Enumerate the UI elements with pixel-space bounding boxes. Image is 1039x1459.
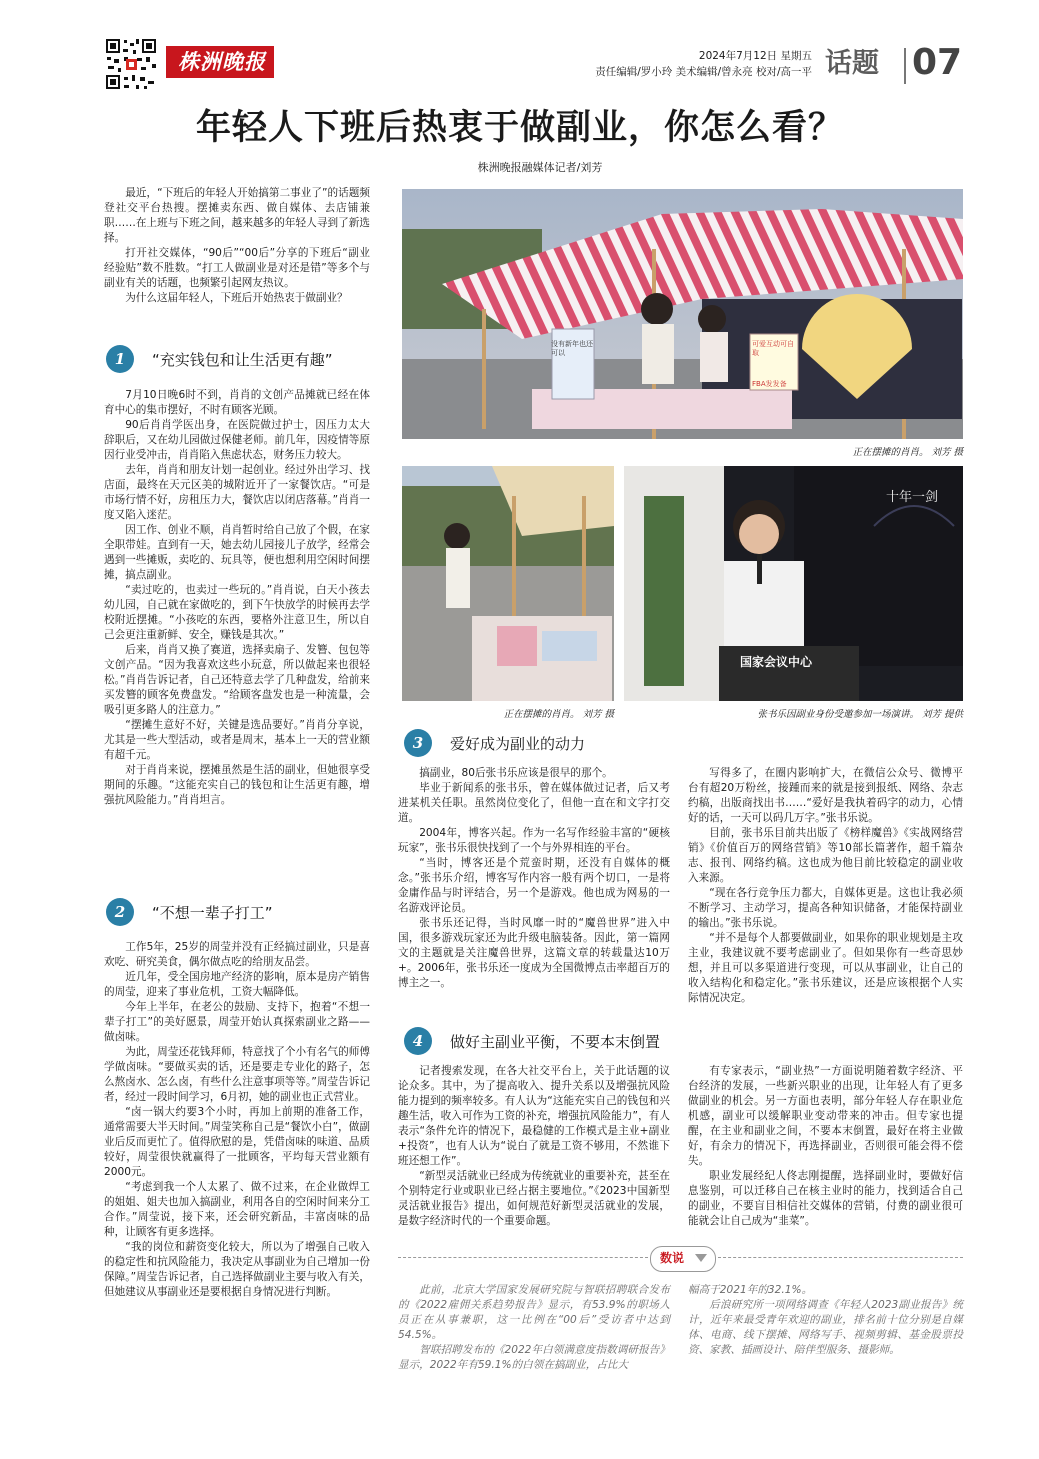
section-1-paragraph: 后来，肖肖又换了赛道，选择卖扇子、发簪、包包等文创产品。“因为我喜欢这些小玩意，所以做起来也很轻松。”肖肖告诉记者，自己还特意去学了几种盘发，给前来买发簪的顾客免费盘发。“给顾客盘发也是一种流量，会吸引更多路人的注意力。” <box>104 644 370 716</box>
section-1-paragraph: 去年，肖肖和朋友计划一起创业。经过外出学习、找店面，最终在天元区美的城附近开了一家餐饮店。“可是市场行情不好，房租压力大，餐饮店以闭店落幕。”肖肖一度又陷入迷茫。 <box>104 464 370 521</box>
section-2-paragraph: “考虑到我一个人太累了、做不过来，在企业做焊工的姐姐、姐夫也加入搞副业，利用各自的空闲时间来分工合作。”周莹说，接下来，还会研究新品，丰富卤味的品种，让顾客有更多选择。 <box>104 1181 370 1238</box>
headline: 年轻人下班后热衷于做副业，你怎么看？ <box>195 108 844 148</box>
datashow-label <box>650 1246 716 1272</box>
photo-stall-vendor <box>402 466 614 701</box>
section-3-title: 爱好成为副业的动力 <box>450 735 586 753</box>
section-2-paragraph: 工作5年，25岁的周莹并没有正经搞过副业，只是喜欢吃、研究美食，偶尔做点吃的给朋友品尝。 <box>104 941 370 968</box>
section-4-paragraph: 记者搜索发现，在各大社交平台上，关于此话题的议论众多。其中，为了提高收入、提升关系以及增强抗风险能力提到的频率较多。有人认为“这能充实自己的钱包和兴趣生活，收入可作为工资的补充，增强抗风险能力”，有人表示“条件允许的情况下，最稳健的工作模式是主业+副业+投资”，也有人认为“说白了就是工资不够用，不然谁下班还想工作”。 <box>398 1065 670 1167</box>
datashow-text-left <box>398 1283 670 1373</box>
section-1-paragraph: 90后肖肖学医出身，在医院做过护士，因压力太大辞职后，又在幼儿园做过保健老师。前几年，因疫情等原因行业受冲击，肖肖陷入焦虑状态，财务压力较大。 <box>104 419 370 461</box>
section-1-paragraph: 7月10日晚6时不到，肖肖的文创产品摊就已经在体育中心的集市摆好，不时有顾客光顾。 <box>104 389 370 416</box>
masthead-name: 株洲晚报 <box>178 49 266 74</box>
section-2-paragraph: 近几年，受全国房地产经济的影响，原本是房产销售的周莹，迎来了事业危机，工资大幅降低。 <box>104 971 370 998</box>
photo-market-stall <box>402 189 963 439</box>
section-3-text-right <box>688 766 963 1006</box>
screen-text: 十年一剑 <box>886 490 939 505</box>
section-4-title: 做好主副业平衡，不要本末倒置 <box>450 1033 661 1051</box>
section-3-paragraph: 目前，张书乐目前共出版了《榜样魔兽》《实战网络营销》《价值百万的网络营销》等10部长篇著作，超千篇杂志、报刊、网络约稿。这也成为他目前比较稳定的副业收入来源。 <box>688 827 963 884</box>
datashow-paragraph: 此前，北京大学国家发展研究院与智联招聘联合发布的《2022雇佣关系趋势报告》显示，有53.9%的职场人员正在从事兼职，这一比例在“00后”受访者中达到54.5%。 <box>398 1284 670 1341</box>
intro-paragraph: 最近，“下班后的年轻人开始搞第二事业了”的话题频登社交平台热搜。摆摊卖东西、做自媒体、去店铺兼职……在上班与下班之间，越来越多的年轻人寻到了新选择。 <box>104 187 370 244</box>
section-1-paragraph: 对于肖肖来说，摆摊虽然是生活的副业，但她很享受期间的乐趣。“这能充实自己的钱包和让生活更有趣，增强抗风险能力。”肖肖坦言。 <box>104 764 370 806</box>
section-2-paragraph: “卤一锅大约要3个小时，再加上前期的准备工作，通常需要大半天时间。”周莹笑称自己是“餐饮小白”，做副业后反而更忙了。值得欣慰的是，凭借卤味的味道、品质较好，周莹很快就赢得了一批顾客，平均每天营业额有2000元。 <box>104 1106 370 1178</box>
section-2-text <box>104 940 370 1300</box>
datashow-paragraph: 后浪研究所一项网络调查《年轻人2023副业报告》统计，近年来最受青年欢迎的副业，排名前十位分别是自媒体、电商、线下摆摊、网络写手、视频剪辑、基金股票投资、家教、插画设计、陪伴型服务、摄影师。 <box>688 1299 963 1356</box>
section-3-text-left <box>398 766 670 991</box>
datashow-divider-left <box>398 1257 648 1258</box>
intro-paragraph: 打开社交媒体，“90后”“00后”分享的下班后“副业经验贴”数不胜数。“打工人做副业是对还是错”等多个与副业有关的话题，也频繁引起网友热议。 <box>104 247 370 289</box>
section-1-paragraph: “摆摊生意好不好，关键是选品要好。”肖肖分享说，尤其是一些大型活动，或者是周末，基本上一天的营业额有超千元。 <box>104 719 370 761</box>
intro-paragraph: 为什么这届年轻人，下班后开始热衷于做副业？ <box>125 292 348 304</box>
section-4-paragraph: 有专家表示，“副业热”一方面说明随着数字经济、平台经济的发展，一些新兴职业的出现，让年轻人有了更多做副业的机会。另一方面也表明，部分年轻人存在职业危机感，副业可以缓解职业变动带来的冲击。但专家也提醒，在主业和副业之间，不要本末倒置，最好在将主业做好，有余力的情况下，再选择副业，否则很可能会得不偿失。 <box>688 1065 963 1167</box>
section-2-paragraph: 为此，周莹还花钱拜师，特意找了个小有名气的师傅学做卤味。“要做买卖的话，还是要走专业化的路子，怎么熬卤水、怎么卤，有些什么注意事项等等。”周莹告诉记者，经过一段时间学习，6月初，她的副业也正式营业。 <box>104 1046 370 1103</box>
section-3-paragraph: “并不是每个人都要做副业，如果你的职业规划是主攻主业，我建议就不要考虑副业了。但如果你有一些奇思妙想，并且可以多渠道进行变现，可以从事副业，让自己的收入结构化和稳定化。”张书乐建议，还是应该根据个人实际情况决定。 <box>688 932 963 1004</box>
section-3-paragraph: 写得多了，在圈内影响扩大，在微信公众号、微博平台有超20万粉丝，接踵而来的就是接到报纸、网络、杂志约稿，出版商找出书……“爱好是我执着码字的动力，心情好的话，一天可以码几万字。”张书乐说。 <box>688 767 963 824</box>
section-1-text <box>104 388 370 808</box>
section-3-badge: 3 <box>404 729 432 757</box>
datashow-paragraph: 幅高于2021年的32.1%。 <box>688 1284 813 1296</box>
sign-2: 可爱互动可自取 <box>752 340 794 357</box>
section-3-paragraph: “现在各行竞争压力都大，自媒体更是。这也让我必须不断学习、主动学习，提高各种知识储备，才能保持副业的输出。”张书乐说。 <box>688 887 963 929</box>
intro-text <box>104 186 370 306</box>
photo-2-caption: 正在摆摊的肖肖。 刘芳 摄 <box>503 709 614 720</box>
section-1-paragraph: “卖过吃的，也卖过一些玩的。”肖肖说，白天小孩去幼儿园，自己就在家做吃的，到下午快放学的时候再去学校附近摆摊。“小孩吃的东西，要格外注意卫生，所以自己会更注重新鲜、安全，赚钱是其次。” <box>104 584 370 641</box>
section-4-paragraph: “新型灵活就业已经成为传统就业的重要补充，甚至在个别特定行业或职业已经占据主要地位。”《2023中国新型灵活就业报告》提出，如何规范好新型灵活就业的发展，是数字经济时代的一个重要命题。 <box>398 1170 670 1227</box>
section-4-paragraph: 职业发展经纪人佟志刚提醒，选择副业时，要做好信息鉴别，可以迁移自己在核主业时的能力，找到适合自己的副业，不要盲目相信社交媒体的营销，付费的副业很可能就会让自己成为“韭菜”。 <box>688 1170 963 1227</box>
datashow-paragraph: 智联招聘发布的《2022年白领满意度指数调研报告》显示，2022年有59.1%的白领在搞副业，占比大 <box>398 1344 670 1371</box>
section-title: 话题 <box>825 48 879 79</box>
datashow-divider-right <box>718 1257 963 1258</box>
photo-3-caption: 张书乐因副业身份受邀参加一场演讲。 刘芳 提供 <box>757 709 963 720</box>
section-2-paragraph: “我的岗位和薪资变化较大，所以为了增强自己收入的稳定性和抗风险能力，我决定从事副业为自己增加一份保障。”周莹告诉记者，自己选择做副业主要与收入有关，但她建议从事副业还是要根据自身情况进行判断。 <box>104 1241 370 1298</box>
date-line: 2024年7月12日 星期五 <box>698 50 812 62</box>
section-2-paragraph: 今年上半年，在老公的鼓励、支持下，抱着“不想一辈子打工”的美好愿景，周莹开始认真探索副业之路——做卤味。 <box>104 1001 370 1043</box>
sign-1: 没有新年也还可以 <box>551 340 593 357</box>
section-1-title: “充实钱包和让生活更有趣” <box>152 351 333 369</box>
section-2-title: “不想一辈子打工” <box>152 904 273 922</box>
chevron-down-icon <box>695 1254 707 1262</box>
sign-3: FBA发发备 <box>752 380 787 388</box>
section-3-paragraph: 搞副业，80后张书乐应该是很早的那个。 <box>419 767 613 779</box>
section-2-badge: 2 <box>106 898 134 926</box>
section-3-paragraph: 张书乐还记得，当时风靡一时的“魔兽世界”进入中国，很多游戏玩家还为此升级电脑装备。因此，第一篇网文的主题就是关注魔兽世界，这篇文章的转载量达10万+。2006年，张书乐还一度成为全国微博点击率超百万的博主之一。 <box>398 917 670 989</box>
section-1-paragraph: 因工作、创业不顺，肖肖暂时给自己放了个假，在家全职带娃。直到有一天，她去幼儿园接儿子放学，经常会遇到一些摊贩，卖吃的、玩具等，便也想利用空闲时间摆摊，搞点副业。 <box>104 524 370 581</box>
section-4-badge: 4 <box>404 1027 432 1055</box>
editors-line: 责任编辑/罗小玲 美术编辑/曾永亮 校对/高一平 <box>595 66 812 78</box>
section-3-paragraph: 毕业于新闻系的张书乐，曾在媒体做过记者，后又考进某机关任职。虽然岗位变化了，但他一直在和文字打交道。 <box>398 782 670 824</box>
section-4-text-left <box>398 1064 670 1229</box>
qr-code <box>104 37 158 91</box>
byline: 株洲晚报融媒体记者/刘芳 <box>477 161 603 174</box>
podium-text: 国家会议中心 <box>740 655 813 669</box>
section-1-badge: 1 <box>106 345 134 373</box>
page-number: 07 <box>912 42 963 83</box>
section-4-text-right <box>688 1064 963 1229</box>
header-divider <box>904 48 906 84</box>
section-3-paragraph: 2004年，博客兴起。作为一名写作经验丰富的“硬核玩家”，张书乐很快找到了一个与外界相连的平台。 <box>398 827 670 854</box>
section-3-paragraph: “当时，博客还是个荒蛮时期，还没有自媒体的概念。”张书乐介绍，博客写作内容一般有两个切口，一是将金庸作品与时评结合，另一个是游戏。他也成为网易的一名游戏评论员。 <box>398 857 670 914</box>
photo-1-caption: 正在摆摊的肖肖。 刘芳 摄 <box>852 447 963 458</box>
datashow-label-text: 数说 <box>660 1251 685 1265</box>
datashow-text-right <box>688 1283 963 1358</box>
